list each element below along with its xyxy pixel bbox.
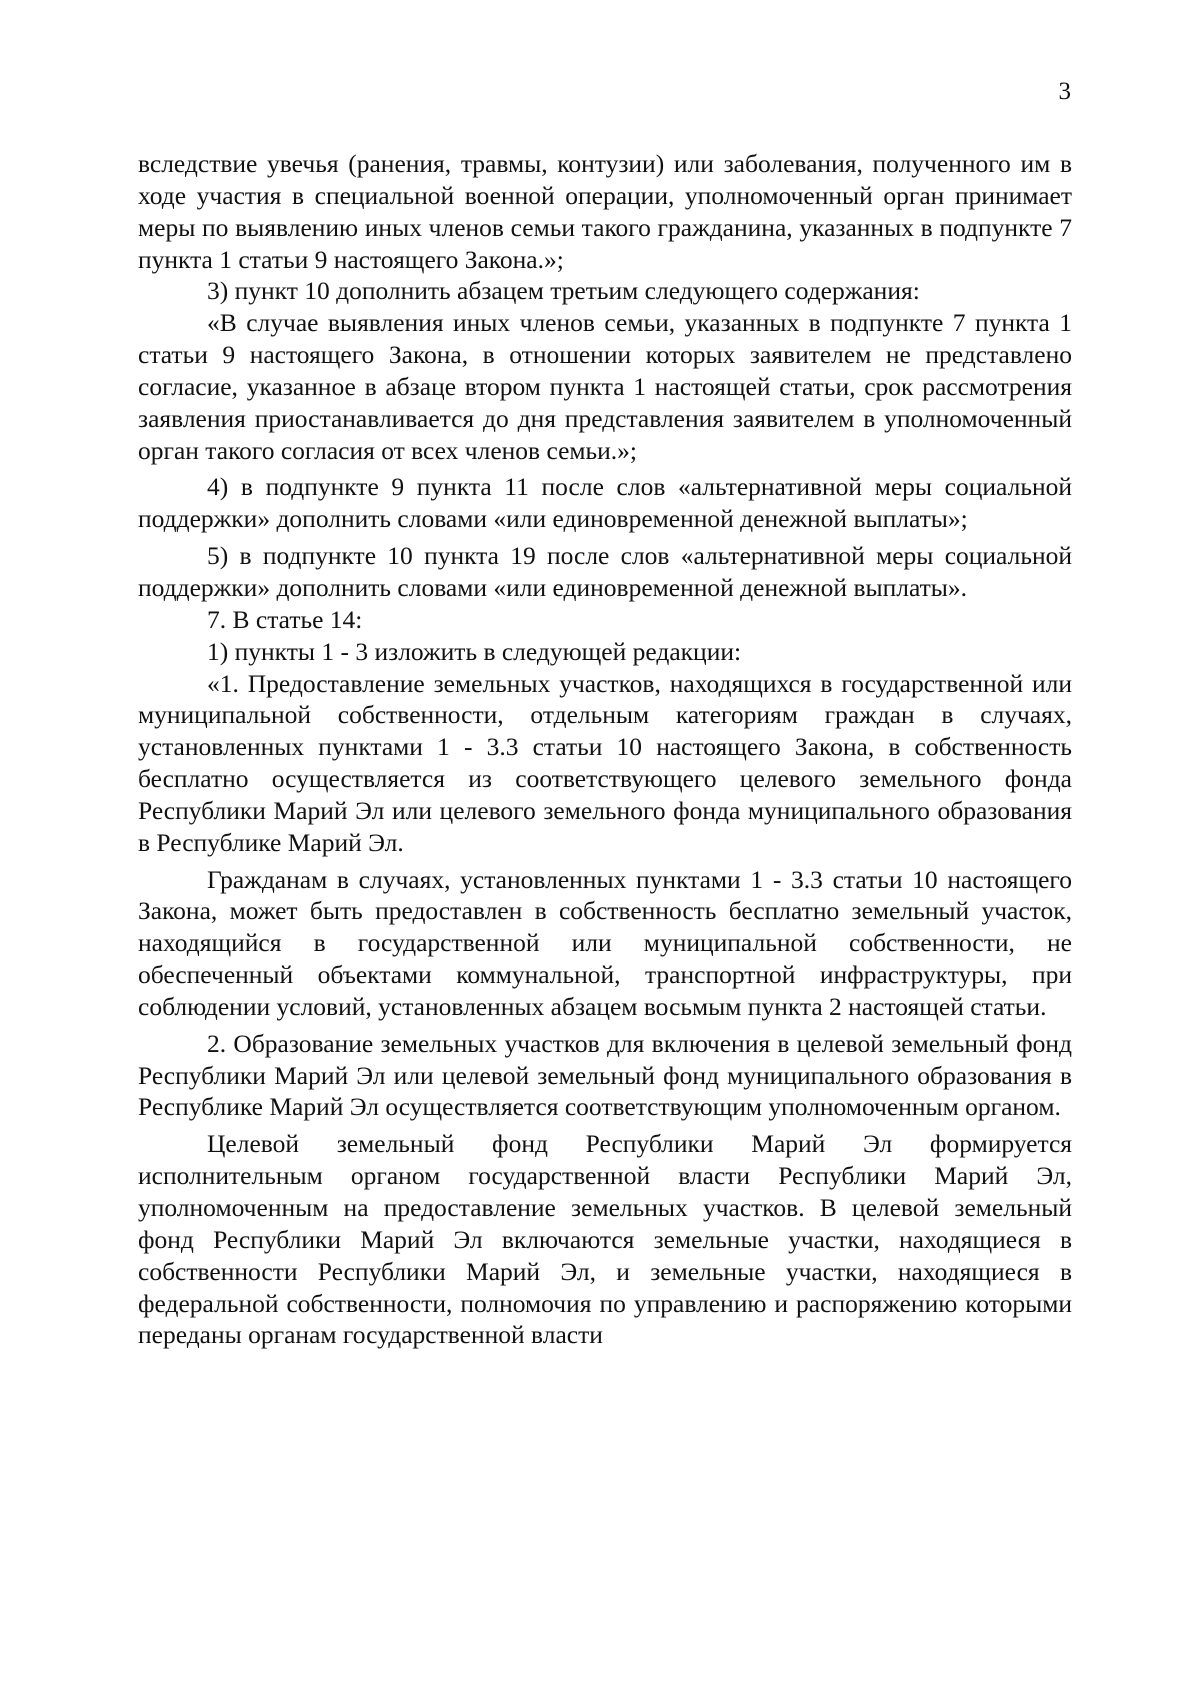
paragraph-article-14-heading: 7. В статье 14: <box>207 604 363 634</box>
paragraph-item-5: 5) в подпункте 10 пункта 19 после слов «альтернативной меры социальной поддержки» дополнить словами «или единовременной денежной выплаты». <box>138 541 1072 602</box>
paragraph-item-3: 3) пункт 10 дополнить абзацем третьим следующего содержания: <box>207 276 920 306</box>
paragraph-quote-family-members: «В случае выявления иных членов семьи, указанных в подпункте 7 пункта 1 статьи 9 настоящего Закона, в отношении которых заявителем не представлено согласие, указанное в абзаце втором пункта 1 настоящей статьи, срок рассмотрения заявления приостанавливается до дня представления заявителем в уполномоченный орган такого согласия от всех членов семьи.»; <box>138 308 1072 465</box>
page-number: 3 <box>1058 78 1071 105</box>
paragraph-continuation: вследствие увечья (ранения, травмы, контузии) или заболевания, полученного им в ходе участия в специальной военной операции, уполномоченный орган принимает меры по выявлению иных членов семьи такого гражданина, указанных в подпункте 7 пункта 1 статьи 9 настоящего Закона.»; <box>138 149 1072 274</box>
paragraph-clause-1-citizens: Гражданам в случаях, установленных пунктами 1 - 3.3 статьи 10 настоящего Закона, может быть предоставлен в собственность бесплатно земельный участок, находящийся в государственной или муниципальной собственности, не обеспеченный объектами коммунальной, транспортной инфраструктуры, при соблюдении условий, установленных абзацем восьмым пункта 2 настоящей статьи. <box>138 864 1072 1021</box>
paragraph-article-14-item-1: 1) пункты 1 - 3 изложить в следующей редакции: <box>207 636 742 666</box>
document-body <box>138 148 1072 1351</box>
paragraph-clause-1: «1. Предоставление земельных участков, находящихся в государственной или муниципальной собственности, отдельным категориям граждан в случаях, установленных пунктами 1 - 3.3 статьи 10 настоящего Закона, в собственность бесплатно осуществляется из соответствующего целевого земельного фонда Республики Марий Эл или целевого земельного фонда муниципального образования в Республике Марий Эл. <box>138 668 1072 857</box>
paragraph-clause-2: 2. Образование земельных участков для включения в целевой земельный фонд Республики Марий Эл или целевой земельный фонд муниципального образования в Республике Марий Эл осуществляется соответствующим уполномоченным органом. <box>138 1028 1072 1122</box>
paragraph-item-4: 4) в подпункте 9 пункта 11 после слов «альтернативной меры социальной поддержки» дополнить словами «или единовременной денежной выплаты»; <box>138 472 1072 534</box>
paragraph-clause-2-target-fund: Целевой земельный фонд Республики Марий Эл формируется исполнительным органом государственной власти Республики Марий Эл, уполномоченным на предоставление земельных участков. В целевой земельный фонд Республики Марий Эл включаются земельные участки, находящиеся в собственности Республики Марий Эл, и земельные участки, находящиеся в федеральной собственности, полномочия по управлению и распоряжению которыми переданы органам государственной власти <box>138 1129 1072 1350</box>
